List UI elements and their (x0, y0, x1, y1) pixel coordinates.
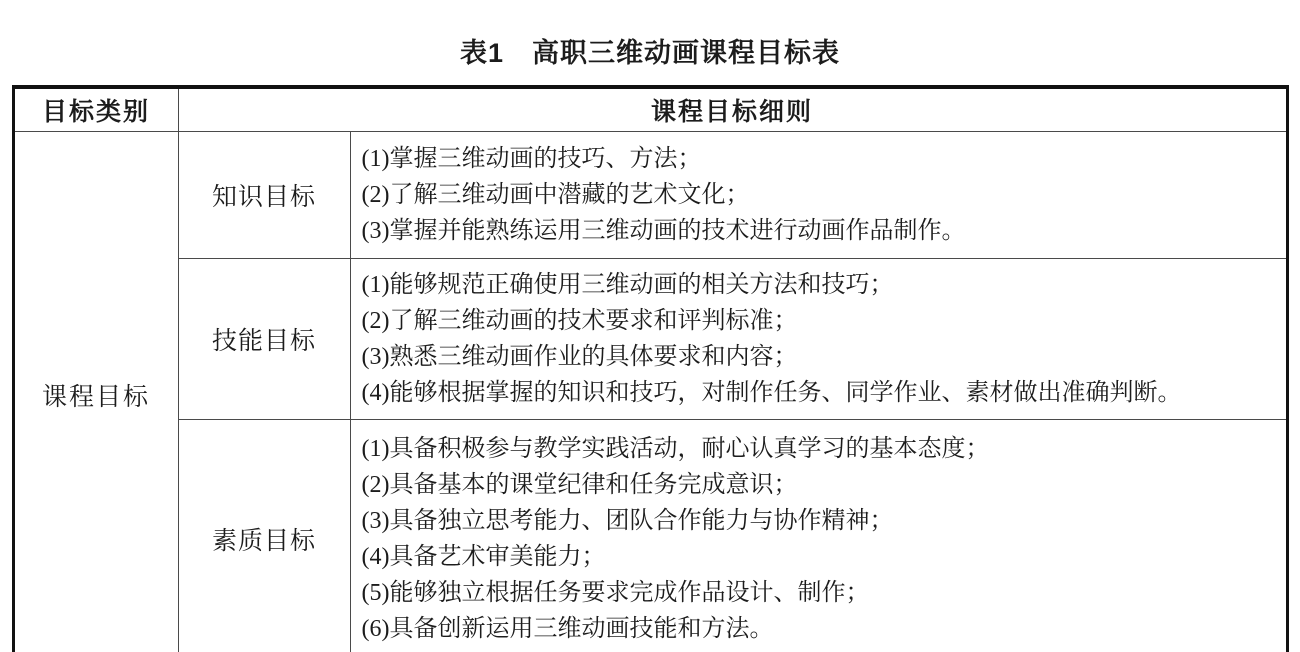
row-details-quality (350, 420, 1287, 652)
detail-line: (2)具备基本的课堂纪律和任务完成意识； (361, 472, 798, 498)
course-goal-table (12, 85, 1289, 652)
table-header-row (13, 87, 1287, 132)
detail-line: (1)掌握三维动画的技巧、方法； (361, 146, 702, 172)
detail-line: (4)具备艺术审美能力； (361, 544, 606, 570)
table-row (13, 259, 1287, 420)
table-row (13, 132, 1287, 259)
header-category-col: 目标类别 (13, 87, 178, 132)
document-page (0, 36, 1300, 652)
detail-line: (1)具备积极参与教学实践活动，耐心认真学习的基本态度； (361, 436, 990, 462)
row-label-knowledge: 知识目标 (178, 132, 350, 259)
table-row (13, 420, 1287, 652)
detail-line: (2)了解三维动画的技术要求和评判标准； (361, 308, 798, 334)
table-caption: 表1 高职三维动画课程目标表 (459, 38, 840, 68)
detail-line: (2)了解三维动画中潜藏的艺术文化； (361, 182, 750, 208)
detail-line: (5)能够独立根据任务要求完成作品设计、制作； (361, 580, 870, 606)
row-details-skill (350, 259, 1287, 420)
row-label-quality: 素质目标 (178, 420, 350, 652)
row-label-skill: 技能目标 (178, 259, 350, 420)
detail-line: (4)能够根据掌握的知识和技巧，对制作任务、同学作业、素材做出准确判断。 (361, 380, 1182, 406)
detail-line: (3)具备独立思考能力、团队合作能力与协作精神； (361, 508, 894, 534)
detail-line: (6)具备创新运用三维动画技能和方法。 (361, 616, 774, 642)
detail-line: (3)掌握并能熟练运用三维动画的技术进行动画作品制作。 (361, 218, 966, 244)
category-cell: 课程目标 (13, 132, 178, 652)
detail-line: (1)能够规范正确使用三维动画的相关方法和技巧； (361, 272, 894, 298)
row-details-knowledge (350, 132, 1287, 259)
detail-line: (3)熟悉三维动画作业的具体要求和内容； (361, 344, 798, 370)
header-detail-col: 课程目标细则 (178, 87, 1287, 132)
